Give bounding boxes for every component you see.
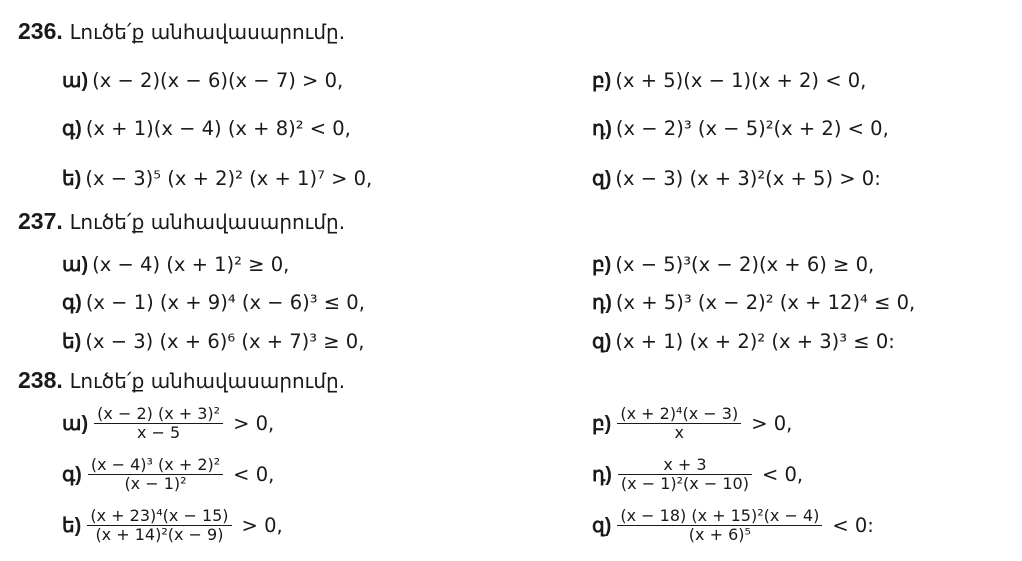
fraction <box>617 507 822 544</box>
fraction-numerator: (x − 2) (x + 3)² <box>97 404 221 423</box>
item-expression: (x + 5)³ (x − 2)² (x + 12)⁴ ≤ 0, <box>615 291 916 314</box>
problem-236-item-e <box>62 166 372 191</box>
fraction-denominator: (x + 14)²(x − 9) <box>95 525 224 544</box>
fraction-denominator: (x − 1)²(x − 10) <box>620 474 749 493</box>
fraction-denominator: x <box>674 423 684 442</box>
problem-instruction: Լուծե՛ք անհավասարումը. <box>69 210 346 234</box>
item-expression: (x − 4) (x + 1)² ≥ 0, <box>92 253 290 276</box>
item-label: գ) <box>62 464 82 486</box>
item-label: զ) <box>592 168 612 190</box>
item-label: գ) <box>62 292 82 314</box>
item-label: ե) <box>62 168 82 190</box>
fraction-numerator: (x − 4)³ (x + 2)² <box>90 455 221 474</box>
item-label: բ) <box>592 254 612 276</box>
item-label: բ) <box>592 413 612 435</box>
problem-instruction: Լուծե՛ք անհավասարումը. <box>69 369 346 393</box>
item-expression: (x + 1)(x − 4) (x + 8)² < 0, <box>85 117 351 140</box>
problem-237-heading <box>18 208 345 235</box>
fraction-numerator: x + 3 <box>663 455 707 474</box>
fraction-numerator: (x + 2)⁴(x − 3) <box>620 404 739 423</box>
problem-number: 237. <box>18 208 63 234</box>
item-label: ա) <box>62 413 89 435</box>
fraction <box>88 456 223 493</box>
item-expression: (x − 3) (x + 3)²(x + 5) > 0: <box>615 167 881 190</box>
inequality-tail: < 0: <box>832 514 874 537</box>
item-expression: (x − 2)³ (x − 5)²(x + 2) < 0, <box>615 117 889 140</box>
problem-236-item-f <box>592 166 881 191</box>
fraction-denominator: (x + 6)⁵ <box>688 525 751 544</box>
item-label: զ) <box>592 515 612 537</box>
item-label: ե) <box>62 331 82 353</box>
item-label: դ) <box>592 292 612 314</box>
problem-237-item-e <box>62 329 364 354</box>
problem-236-item-b <box>592 68 866 93</box>
fraction <box>87 507 231 544</box>
problem-236-heading <box>18 18 345 45</box>
item-expression: (x − 5)³(x − 2)(x + 6) ≥ 0, <box>615 253 875 276</box>
problem-238-item-e <box>62 507 283 544</box>
problem-236-item-d <box>592 116 889 141</box>
problem-237-item-b <box>592 252 874 277</box>
problem-238-item-c <box>62 456 274 493</box>
item-label: ա) <box>62 70 89 92</box>
item-expression: (x + 5)(x − 1)(x + 2) < 0, <box>615 69 867 92</box>
item-expression: (x + 1) (x + 2)² (x + 3)³ ≤ 0: <box>615 330 895 353</box>
item-label: դ) <box>592 464 612 486</box>
inequality-tail: > 0, <box>751 412 793 435</box>
problem-number: 238. <box>18 367 63 393</box>
problem-238-item-d <box>592 456 803 493</box>
problem-237-item-a <box>62 252 289 277</box>
inequality-tail: < 0, <box>761 463 804 486</box>
item-expression: (x − 3) (x + 6)⁶ (x + 7)³ ≥ 0, <box>85 330 365 353</box>
problem-236-item-c <box>62 116 351 141</box>
problem-237-item-d <box>592 290 915 315</box>
fraction <box>617 405 741 442</box>
problem-238-item-f <box>592 507 874 544</box>
problem-237-item-f <box>592 329 895 354</box>
inequality-tail: < 0, <box>233 463 275 486</box>
fraction-denominator: (x − 1)² <box>124 474 187 493</box>
problem-238-heading <box>18 367 345 394</box>
item-expression: (x − 2)(x − 6)(x − 7) > 0, <box>92 69 344 92</box>
fraction <box>94 405 223 442</box>
problem-number: 236. <box>18 18 63 44</box>
problem-238-item-a <box>62 405 274 442</box>
item-expression: (x − 3)⁵ (x + 2)² (x + 1)⁷ > 0, <box>85 167 373 190</box>
fraction-denominator: x − 5 <box>137 423 181 442</box>
problem-instruction: Լուծե՛ք անհավասարումը. <box>69 20 346 44</box>
problem-236-item-a <box>62 68 343 93</box>
item-expression: (x − 1) (x + 9)⁴ (x − 6)³ ≤ 0, <box>85 291 365 314</box>
inequality-tail: > 0, <box>233 412 275 435</box>
fraction-numerator: (x − 18) (x + 15)²(x − 4) <box>620 506 820 525</box>
item-label: ա) <box>62 254 89 276</box>
problem-238-item-b <box>592 405 792 442</box>
item-label: բ) <box>592 70 612 92</box>
item-label: զ) <box>592 331 612 353</box>
fraction-numerator: (x + 23)⁴(x − 15) <box>90 506 229 525</box>
problem-237-item-c <box>62 290 365 315</box>
item-label: գ) <box>62 118 82 140</box>
inequality-tail: > 0, <box>241 514 283 537</box>
fraction <box>618 456 752 493</box>
item-label: ե) <box>62 515 82 537</box>
item-label: դ) <box>592 118 612 140</box>
